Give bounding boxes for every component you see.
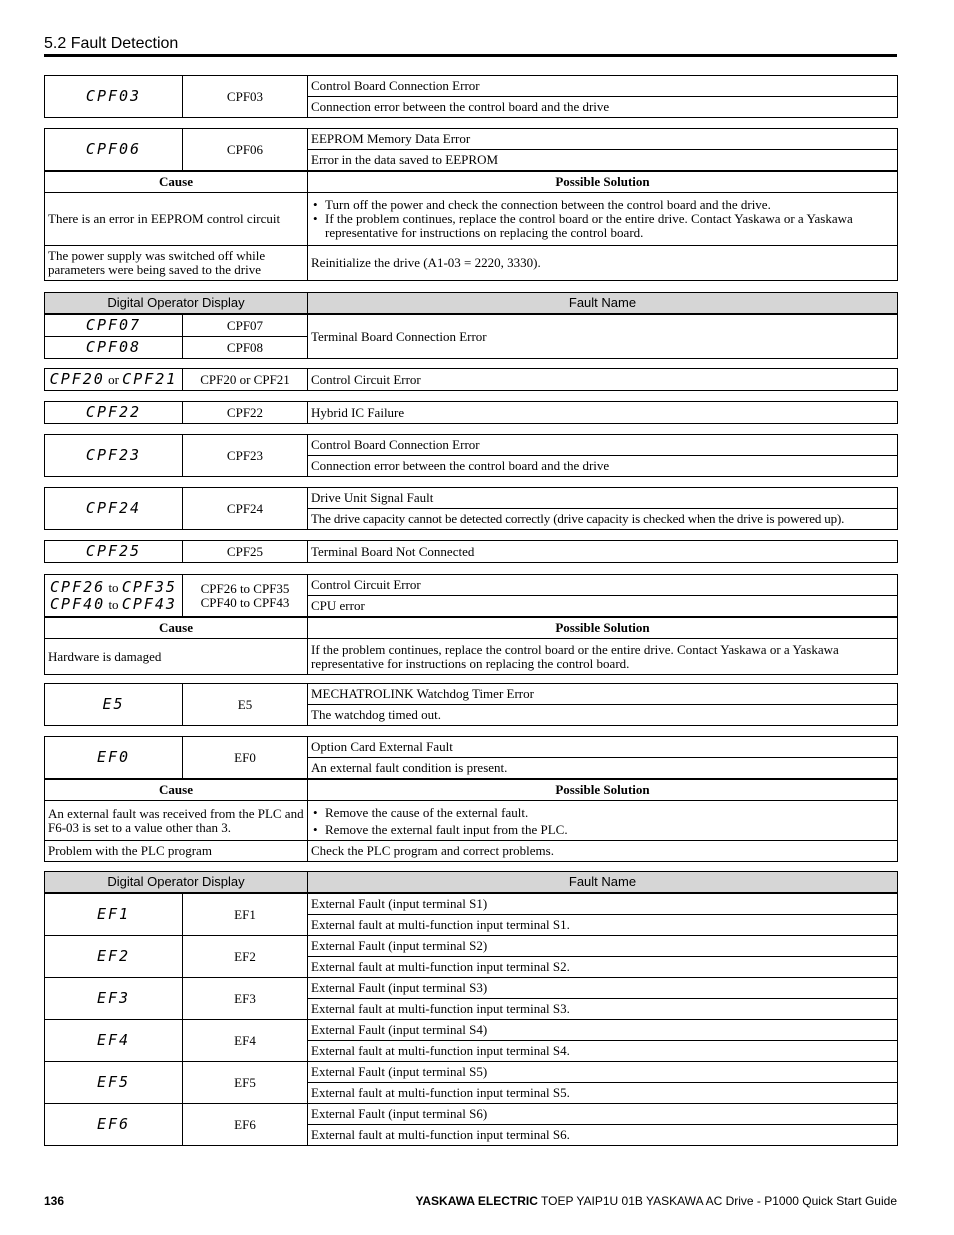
solution-cell: Reinitialize the drive (A1-03 = 2220, 3330). <box>308 246 898 281</box>
fault-description: CPU error <box>308 596 898 617</box>
fault-name: Hybrid IC Failure <box>308 402 898 424</box>
fault-description: Error in the data saved to EEPROM <box>308 150 898 171</box>
operator-display: EF6 <box>45 1104 183 1146</box>
fault-description: External fault at multi-function input terminal S4. <box>308 1041 898 1062</box>
fault-name: External Fault (input terminal S4) <box>308 1020 898 1041</box>
fault-description: External fault at multi-function input terminal S1. <box>308 915 898 936</box>
fault-block-cpf22 <box>44 401 897 424</box>
fault-code: CPF20 or CPF21 <box>183 369 308 391</box>
fault-name: Terminal Board Connection Error <box>308 315 898 359</box>
page-number: 136 <box>44 1194 65 1208</box>
fault-description: The watchdog timed out. <box>308 705 898 726</box>
fault-code: CPF08 <box>183 337 308 359</box>
fault-description: An external fault condition is present. <box>308 758 898 779</box>
fault-code: CPF03 <box>183 76 308 118</box>
fault-name: Control Board Connection Error <box>308 76 898 97</box>
operator-display: E5 <box>45 684 183 726</box>
fault-block-ef0 <box>44 736 897 862</box>
operator-display: CPF07 <box>45 315 183 337</box>
fault-block-cpf20-cpf21 <box>44 368 897 391</box>
operator-display: EF1 <box>45 894 183 936</box>
cause-cell: There is an error in EEPROM control circuit <box>45 193 308 246</box>
solution-item: • Turn off the power and check the connection between the control board and the drive. <box>311 198 894 212</box>
cause-header: Cause <box>45 618 308 639</box>
fault-name: External Fault (input terminal S5) <box>308 1062 898 1083</box>
operator-display: EF5 <box>45 1062 183 1104</box>
fault-code: CPF25 <box>183 541 308 563</box>
fault-block-e5 <box>44 683 897 726</box>
fault-name: Drive Unit Signal Fault <box>308 488 898 509</box>
operator-display: CPF06 <box>45 129 183 171</box>
cause-header: Cause <box>45 172 308 193</box>
operator-display: EF3 <box>45 978 183 1020</box>
fault-code: EF1 <box>183 894 308 936</box>
fault-name: Control Circuit Error <box>308 369 898 391</box>
fault-code: CPF26 to CPF35 CPF40 to CPF43 <box>183 575 308 617</box>
fault-name: Control Circuit Error <box>308 575 898 596</box>
solution-header: Possible Solution <box>308 172 898 193</box>
fault-block-cpf07-cpf08 <box>44 292 897 359</box>
fault-code: E5 <box>183 684 308 726</box>
fault-code: EF6 <box>183 1104 308 1146</box>
digital-operator-display-header: Digital Operator Display <box>45 872 308 893</box>
operator-display: CPF23 <box>45 435 183 477</box>
operator-display: CPF25 <box>45 541 183 563</box>
fault-description: External fault at multi-function input terminal S2. <box>308 957 898 978</box>
fault-description: Connection error between the control board and the drive <box>308 97 898 118</box>
fault-code: EF3 <box>183 978 308 1020</box>
operator-display: EF0 <box>45 737 183 779</box>
fault-name: Terminal Board Not Connected <box>308 541 898 563</box>
fault-code: CPF06 <box>183 129 308 171</box>
cause-cell: Hardware is damaged <box>45 639 308 675</box>
footer-doc: TOEP YAIP1U 01B YASKAWA AC Drive - P1000 Quick Start Guide <box>541 1194 897 1208</box>
fault-code: EF4 <box>183 1020 308 1062</box>
solution-cell: If the problem continues, replace the control board or the entire drive. Contact Yaskawa or a Yaskawa representative for instructions on replacing the control board. <box>308 639 898 675</box>
solution-header: Possible Solution <box>308 780 898 801</box>
fault-name-header: Fault Name <box>308 872 898 893</box>
fault-name: Control Board Connection Error <box>308 435 898 456</box>
cause-header: Cause <box>45 780 308 801</box>
fault-block-cpf24 <box>44 487 897 530</box>
fault-code: EF0 <box>183 737 308 779</box>
fault-block-cpf03 <box>44 75 897 118</box>
solution-header: Possible Solution <box>308 618 898 639</box>
fault-name: External Fault (input terminal S1) <box>308 894 898 915</box>
fault-block-cpf06 <box>44 128 897 281</box>
fault-description: External fault at multi-function input terminal S5. <box>308 1083 898 1104</box>
cause-cell: The power supply was switched off while parameters were being saved to the drive <box>45 246 308 281</box>
fault-description: External fault at multi-function input terminal S6. <box>308 1125 898 1146</box>
operator-display: CPF26 to CPF35 CPF40 to CPF43 <box>45 575 183 617</box>
fault-block-cpf26-cpf43 <box>44 574 897 675</box>
digital-operator-display-header: Digital Operator Display <box>45 293 308 314</box>
fault-description: The drive capacity cannot be detected correctly (drive capacity is checked when the drive is powered up). <box>308 509 898 530</box>
fault-name: Option Card External Fault <box>308 737 898 758</box>
fault-block-cpf25 <box>44 540 897 563</box>
fault-code: EF5 <box>183 1062 308 1104</box>
operator-display: CPF22 <box>45 402 183 424</box>
fault-name: External Fault (input terminal S3) <box>308 978 898 999</box>
fault-code: CPF07 <box>183 315 308 337</box>
solution-item: • Remove the cause of the external fault. <box>311 804 894 821</box>
cause-cell: An external fault was received from the PLC and F6-03 is set to a value other than 3. <box>45 801 308 841</box>
footer-brand: YASKAWA ELECTRIC <box>415 1194 538 1208</box>
operator-display: CPF08 <box>45 337 183 359</box>
operator-display: EF2 <box>45 936 183 978</box>
solution-item: • Remove the external fault input from the PLC. <box>311 821 894 838</box>
solution-cell <box>308 801 898 841</box>
operator-display: EF4 <box>45 1020 183 1062</box>
fault-block-cpf23 <box>44 434 897 477</box>
fault-description: External fault at multi-function input terminal S3. <box>308 999 898 1020</box>
fault-code: CPF24 <box>183 488 308 530</box>
solution-cell: Check the PLC program and correct problems. <box>308 841 898 862</box>
section-title: 5.2 Fault Detection <box>44 35 179 52</box>
operator-display: CPF24 <box>45 488 183 530</box>
fault-name: EEPROM Memory Data Error <box>308 129 898 150</box>
cause-cell: Problem with the PLC program <box>45 841 308 862</box>
fault-name: MECHATROLINK Watchdog Timer Error <box>308 684 898 705</box>
fault-name: External Fault (input terminal S2) <box>308 936 898 957</box>
footer-doc-title <box>415 1194 897 1208</box>
operator-display: CPF20 or CPF21 <box>45 369 183 391</box>
fault-name: External Fault (input terminal S6) <box>308 1104 898 1125</box>
fault-name-header: Fault Name <box>308 293 898 314</box>
solution-item: • If the problem continues, replace the control board or the entire drive. Contact Yaskawa or a Yaskawa representative for instructions on replacing the control board. <box>311 212 894 240</box>
fault-code: CPF22 <box>183 402 308 424</box>
solution-cell <box>308 193 898 246</box>
operator-display: CPF03 <box>45 76 183 118</box>
fault-block-ef1-ef6 <box>44 871 897 1146</box>
header-divider <box>44 54 897 57</box>
fault-code: EF2 <box>183 936 308 978</box>
fault-description: Connection error between the control board and the drive <box>308 456 898 477</box>
fault-code: CPF23 <box>183 435 308 477</box>
